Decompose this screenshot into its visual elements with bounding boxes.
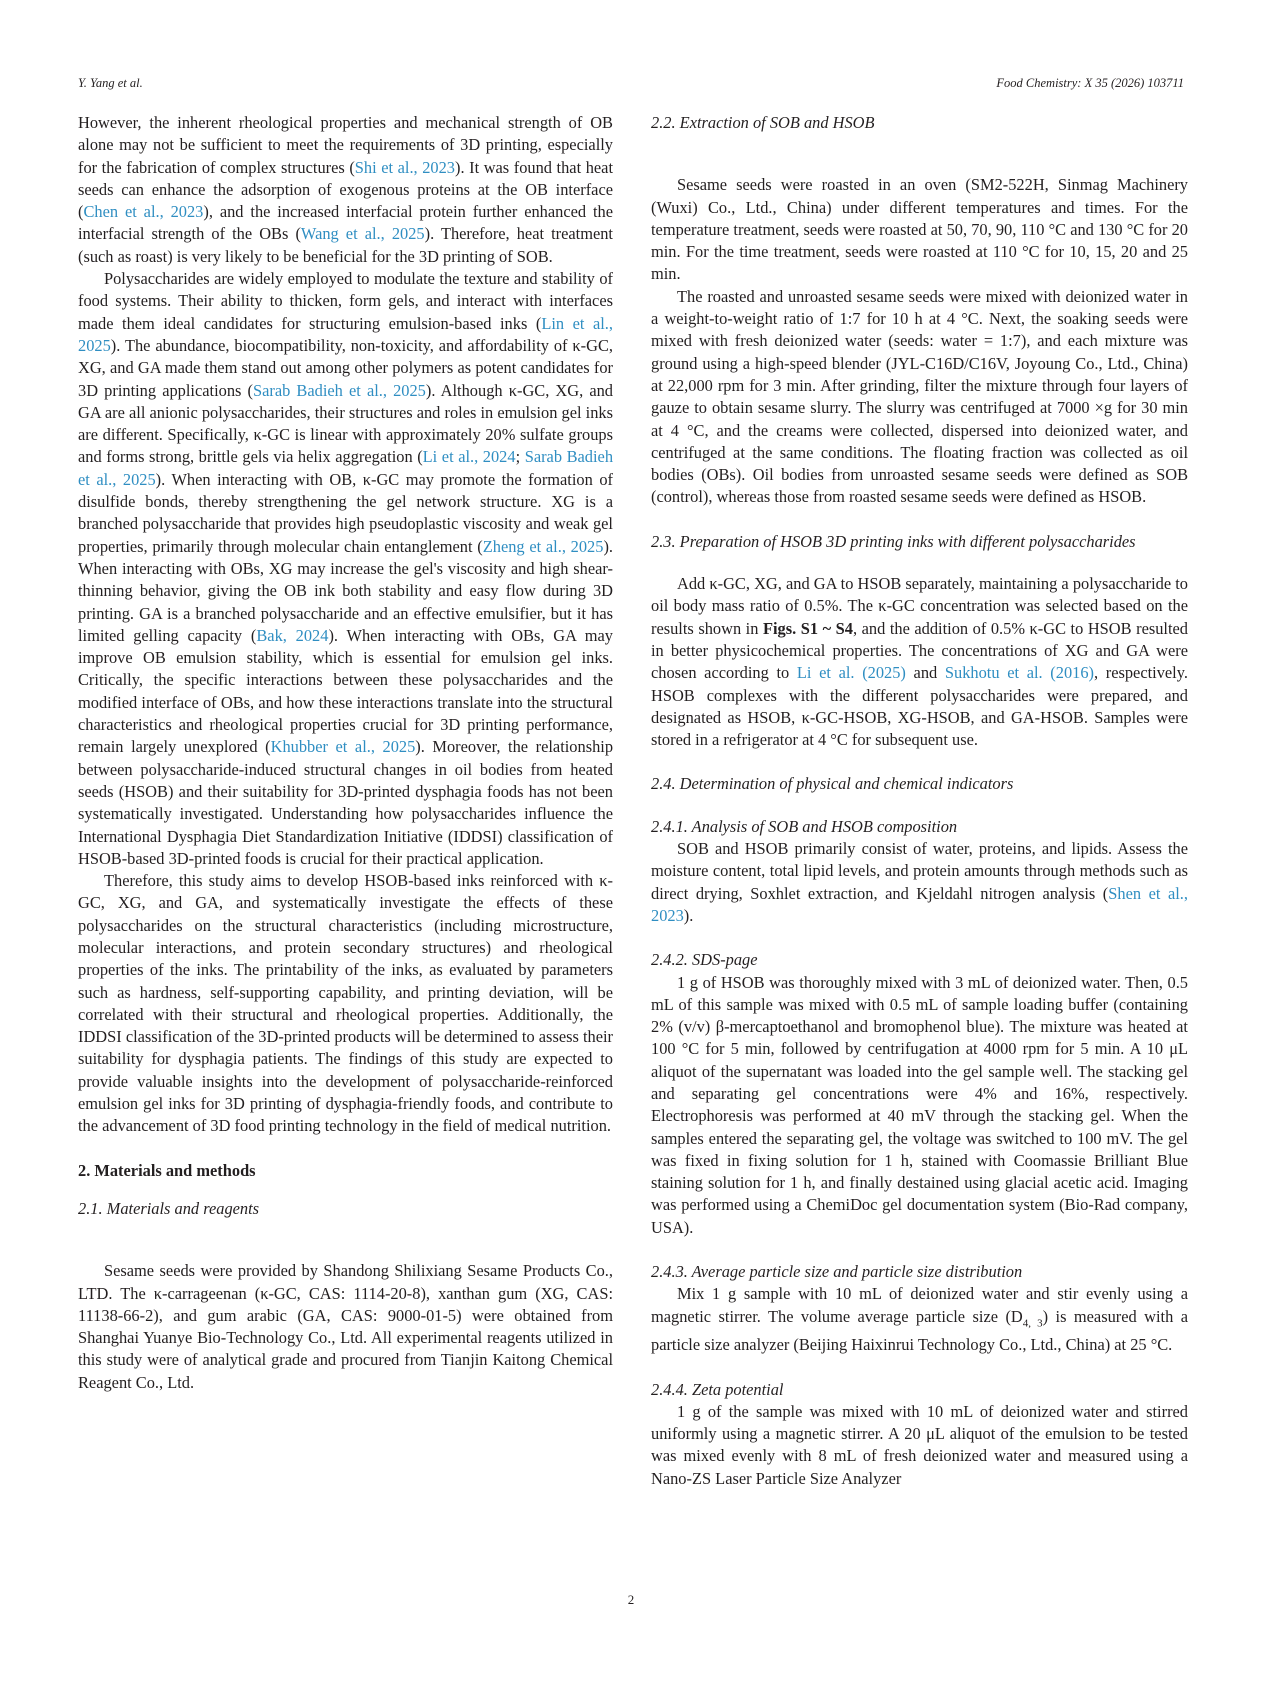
intro-paragraph-2 — [78, 268, 613, 870]
text-run: ). The abundance, biocompatibility, non-toxicity, and affordability of κ-GC, XG, and GA made them stand out among other polymers as potent candidates for 3D printing applications ( — [78, 335, 613, 400]
materials-paragraph: Sesame seeds were provided by Shandong Shilixiang Sesame Products Co., LTD. The κ-carrageenan (κ-GC, CAS: 1114-20-8), xanthan gum (XG, CAS: 11138-66-2), and gum arabic (GA, CAS: 9000-01-5) were obtained from Shanghai Yuanye Bio-Technology Co., Ltd. All experimental reagents utilized in this study were of analytical grade and procured from Tianjin Kaitong Chemical Reagent Co., Ltd. — [78, 1261, 613, 1392]
text-run: ). Moreover, the relationship between polysaccharide-induced structural changes in oil bodies from heated seeds (HSOB) and their suitability for 3D-printed dysphagia foods has not been systematically investigated. Understanding how polysaccharides influence the International Dysphagia Diet Standardization Initiative (IDDSI) classification of HSOB-based 3D-printed foods is crucial for their practical application. — [78, 737, 614, 868]
particle-size-paragraph — [651, 1283, 1188, 1356]
subsection-heading-2-3: 2.3. Preparation of HSOB 3D printing inks with different polysaccharides — [651, 531, 1136, 551]
citation-link[interactable]: Sarab Badieh et al., 2025 — [78, 447, 614, 489]
text-run: ). When interacting with OBs, GA may improve OB emulsion stability, which is essential for emulsion gel inks. Critically, the specific interactions between these polysaccharides and the modified interface of OBs, and how these interactions translate into the structural characteristics and rheological properties crucial for 3D printing performance, remain largely unexplored ( — [78, 625, 613, 757]
zeta-potential-paragraph: 1 g of the sample was mixed with 10 mL of deionized water and stirred uniformly using a magnetic stirrer. A 20 μL aliquot of the emulsion to be tested was mixed evenly with 8 mL of fresh deionized water and measured using a Nano-ZS Laser Particle Size Analyzer — [651, 1401, 1188, 1488]
extraction-paragraph-1: Sesame seeds were roasted in an oven (SM2-522H, Sinmag Machinery (Wuxi) Co., Ltd., China) under different temperatures and times. For the temperature treatment, seeds were roasted at 50, 70, 90, 110 °C and 130 °C for 20 min. For the time treatment, seeds were roasted at 110 °C for 10, 15, 20 and 25 min. — [651, 175, 1188, 284]
sds-page-paragraph: 1 g of HSOB was thoroughly mixed with 3 mL of deionized water. Then, 0.5 mL of this sample was mixed with 0.5 mL of sample loading buffer (containing 2% (v/v) β-mercaptoethanol and bromophenol blue). The mixture was heated at 100 °C for 5 min, followed by centrifugation at 4000 rpm for 5 min. A 10 μL aliquot of the supernatant was loaded into the gel sample well. The stacking gel and separating gel concentrations were 4% and 16%, respectively. Electrophoresis was performed at 40 mV through the stacking gel. When the samples entered the separating gel, the voltage was switched to 100 mV. The gel was fixed in fixing solution for 1 h, stained with Coomassie Brilliant Blue staining solution for 1 h, and finally destained using glacial acetic acid. Imaging was performed using a ChemiDoc gel documentation system (Bio-Rad company, USA). — [651, 972, 1188, 1237]
page-number: 2 — [627, 1592, 635, 1607]
particle-size-subscript: 4, 3 — [1022, 1316, 1043, 1329]
citation-link[interactable]: Wang et al., 2025 — [300, 224, 425, 244]
text-run: ). Although κ-GC, XG, and GA are all anionic polysaccharides, their structures and roles in emulsion gel inks are different. Specifically, κ-GC is linear with approximately 20% sulfate groups and forms strong, brittle gels via helix aggregation ( — [78, 380, 613, 467]
text-run: ). When interacting with OBs, XG may increase the gel's viscosity and high shear-thinning behavior, giving the OB ink both stability and easy flow during 3D printing. GA is a branched polysaccharide and an effective emulsifier, but it has limited gelling capacity ( — [78, 536, 613, 645]
citation-link[interactable]: Sukhotu et al. (2016) — [944, 663, 1094, 683]
citation-link[interactable]: Shi et al., 2023 — [354, 157, 455, 177]
intro-paragraph-3: Therefore, this study aims to develop HSOB-based inks reinforced with κ-GC, XG, and GA, and systematically investigate the effects of these polysaccharides on the structural characteristics (including microstructure, molecular interactions, and protein secondary structures) and rheological properties of the inks. The printability of the inks, as evaluated by parameters such as hardness, self-supporting capability, and printing deviation, will be correlated with their structural and rheological properties. Additionally, the IDDSI classification of the 3D-printed products will be determined to assess their suitability for dysphagia patients. The findings of this study are expected to provide valuable insights into the development of polysaccharide-reinforced emulsion gel inks for 3D printing of dysphagia-friendly foods, and contribute to the advancement of 3D food printing technology in the field of medical nutrition. — [78, 871, 613, 1136]
citation-link[interactable]: Bak, 2024 — [256, 625, 329, 645]
text-run: ). It was found that heat seeds can enhance the adsorption of exogenous proteins at the OB interface ( — [78, 157, 614, 222]
text-run: ). Therefore, heat treatment (such as roast) is very likely to be beneficial for the 3D printing of SOB. — [78, 224, 613, 266]
extraction-paragraph-2: The roasted and unroasted sesame seeds were mixed with deionized water in a weight-to-weight ratio of 1:7 for 10 h at 4 °C. Next, the soaking seeds were mixed with fresh deionized water (seeds: water = 1:7), and each mixture was ground using a high-speed blender (JYL-C16D/C16V, Joyoung Co., Ltd., China) at 22,000 rpm for 3 min. After grinding, filter the mixture through four layers of gauze to obtain sesame slurry. The slurry was centrifuged at 7000 ×g for 30 min at 4 °C, and the creams were collected, dispersed into deionized water, and centrifuged at the same conditions. The floating fraction was collected as oil bodies (OBs). Oil bodies from unroasted sesame seeds were defined as SOB (control), whereas those from roasted sesame seeds were defined as HSOB. — [651, 286, 1188, 507]
subsubsection-heading-2-4-3: 2.4.3. Average particle size and particle size distribution — [651, 1262, 1023, 1282]
text-run: However, the inherent rheological properties and mechanical strength of OB alone may not be sufficient to meet the requirements of 3D printing, especially for the fabrication of complex structures ( — [78, 113, 613, 177]
citation-link[interactable]: Li et al., 2024 — [422, 447, 516, 467]
citation-link[interactable]: Lin et al., 2025 — [78, 313, 614, 355]
citation-link[interactable]: Zheng et al., 2025 — [482, 536, 604, 556]
figure-reference: Figs. S1 ~ S4 — [762, 618, 853, 638]
text-run: SOB and HSOB primarily consist of water, proteins, and lipids. Assess the moisture content, total lipid levels, and protein amounts through methods such as direct drying, Soxhlet extraction, and Kjeldahl nitrogen analysis ( — [651, 839, 1188, 903]
right-column — [651, 112, 1188, 1490]
text-run: , respectively. HSOB complexes with the different polysaccharides were prepared, and designated as HSOB, κ-GC-HSOB, XG-HSOB, and GA-HSOB. Samples were stored in a refrigerator at 4 °C for subsequent use. — [651, 663, 1188, 750]
text-run: and — [905, 663, 945, 683]
intro-paragraph-1 — [78, 112, 613, 268]
text-run: , and the addition of 0.5% κ-GC to HSOB resulted in better physicochemical properties. The concentrations of XG and GA were chosen according to — [651, 618, 1188, 683]
subsubsection-heading-2-4-4: 2.4.4. Zeta potential — [651, 1379, 784, 1399]
text-run: Add κ-GC, XG, and GA to HSOB separately, maintaining a polysaccharide to oil body mass ratio of 0.5%. The κ-GC concentration was selected based on the results shown in — [651, 574, 1188, 638]
particle-size-text-b: ) is measured with a particle size analyzer (Beijing Haixinrui Technology Co., Ltd., China) at 25 °C. — [651, 1306, 1189, 1355]
subsection-heading-2-2: 2.2. Extraction of SOB and HSOB — [651, 113, 875, 132]
citation-link[interactable]: Sarab Badieh et al., 2025 — [252, 380, 426, 400]
subsubsection-heading-2-4-1: 2.4.1. Analysis of SOB and HSOB composition — [651, 816, 958, 836]
citation-link[interactable]: Chen et al., 2023 — [83, 202, 204, 222]
left-column — [78, 112, 613, 1394]
text-run: ). When interacting with OB, κ-GC may promote the formation of disulfide bonds, thereby strengthening the gel network structure. XG is a branched polysaccharide that provides high pseudoplastic viscosity and weak gel properties, primarily through molecular chain entanglement ( — [78, 469, 613, 556]
running-head-authors: Y. Yang et al. — [78, 76, 143, 90]
section-heading-materials-methods: 2. Materials and methods — [78, 1160, 256, 1180]
subsection-heading-2-4: 2.4. Determination of physical and chemical indicators — [651, 774, 1014, 794]
running-head-journal: Food Chemistry: X 35 (2026) 103711 — [996, 76, 1184, 90]
citation-link[interactable]: Li et al. (2025) — [796, 663, 906, 683]
text-run: ), and the increased interfacial protein further enhanced the interfacial strength of the OBs ( — [78, 202, 614, 244]
text-run: ; — [515, 447, 525, 467]
subsubsection-heading-2-4-2: 2.4.2. SDS-page — [651, 950, 758, 970]
citation-link[interactable]: Khubber et al., 2025 — [270, 737, 416, 757]
subsection-heading-2-1: 2.1. Materials and reagents — [78, 1198, 260, 1218]
text-run: ). — [683, 905, 694, 925]
text-run: Polysaccharides are widely employed to modulate the texture and stability of food systems. Their ability to thicken, form gels, and interact with interfaces made them ideal candidates for structuring emulsion-based inks ( — [78, 269, 613, 333]
preparation-paragraph — [651, 573, 1188, 751]
particle-size-text-a: Mix 1 g sample with 10 mL of deionized water and stir evenly using a magnetic stirrer. The volume average particle size (D — [651, 1284, 1188, 1326]
citation-link[interactable]: Shen et al., 2023 — [651, 883, 1188, 925]
composition-paragraph — [651, 838, 1188, 927]
